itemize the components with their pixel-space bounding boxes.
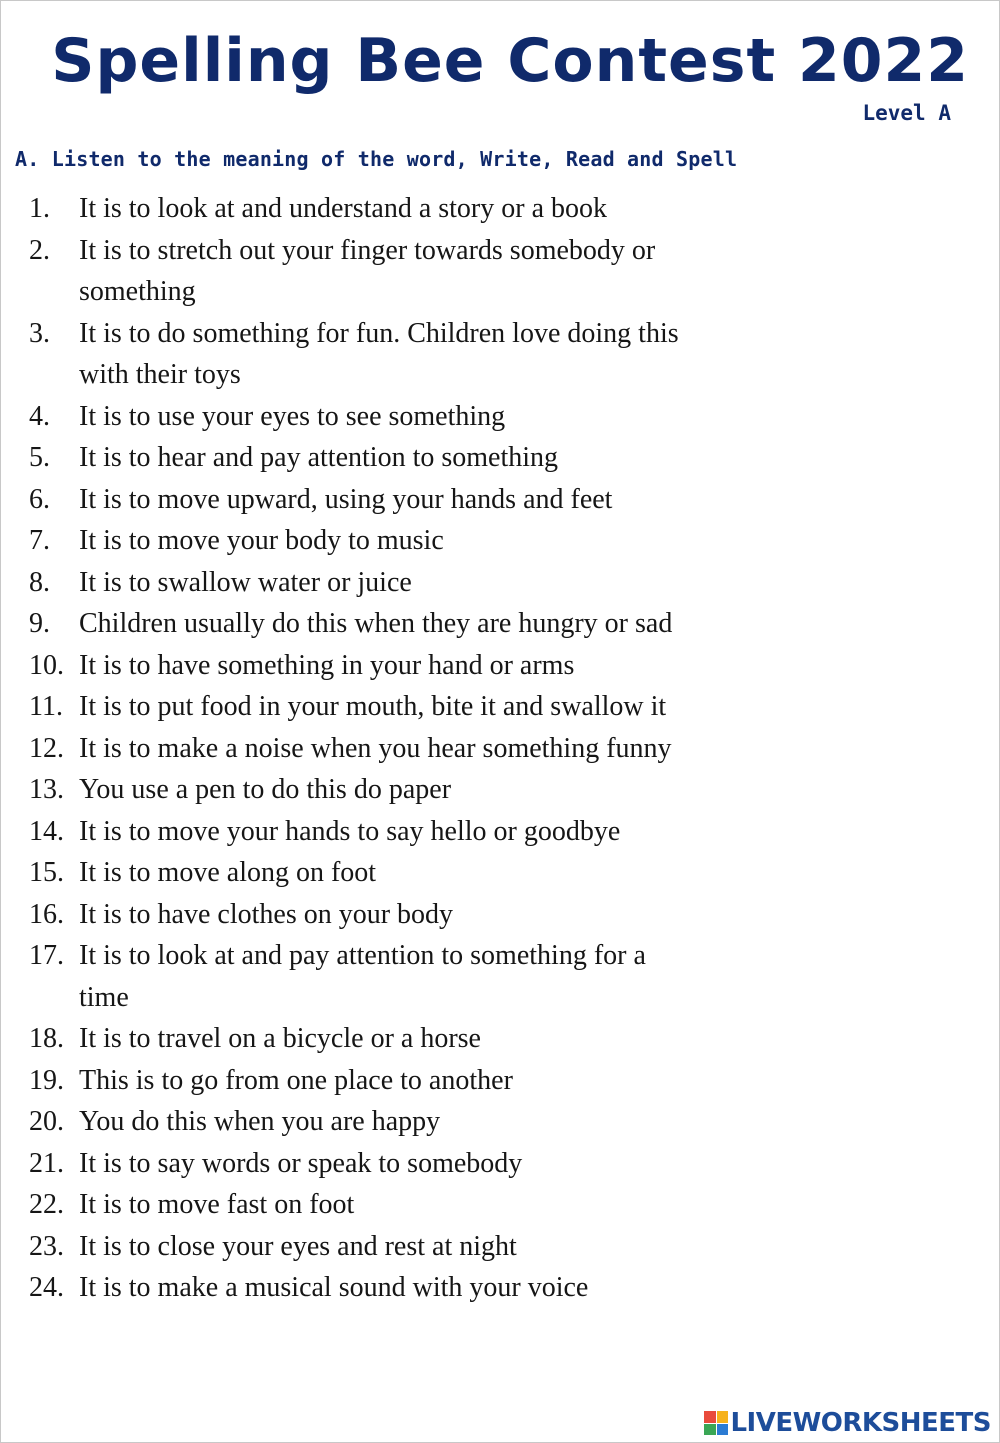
item-number: 3. (29, 317, 50, 349)
list-item (1, 313, 721, 396)
list-item (1, 686, 721, 728)
item-number: 14. (29, 815, 64, 847)
item-text: It is to move your hands to say hello or goodbye (79, 815, 621, 847)
list-item (1, 188, 721, 230)
list-item (1, 1226, 721, 1268)
item-text: It is to put food in your mouth, bite it and swallow it (79, 691, 667, 722)
item-number: 16. (29, 898, 64, 930)
item-number: 21. (29, 1147, 64, 1179)
item-text: It is to look at and pay attention to something for a time (79, 940, 646, 1013)
item-text: It is to look at and understand a story or a book (79, 193, 608, 224)
liveworksheets-logo[interactable] (704, 1408, 991, 1438)
item-text: It is to have something in your hand or arms (79, 649, 575, 681)
item-number: 1. (29, 193, 50, 224)
item-number: 24. (29, 1272, 64, 1303)
list-item (1, 1060, 721, 1102)
page-title: Spelling Bee Contest 2022 (51, 26, 969, 96)
item-number: 4. (29, 400, 50, 432)
item-text: It is to close your eyes and rest at night (79, 1230, 517, 1262)
level-label: Level A (862, 101, 951, 125)
list-item (1, 1101, 721, 1143)
list-item (1, 1184, 721, 1226)
item-text: This is to go from one place to another (79, 1064, 513, 1096)
item-text: It is to stretch out your finger towards somebody or something (79, 234, 656, 307)
item-text: It is to say words or speak to somebody (79, 1147, 523, 1179)
list-item (1, 852, 721, 894)
list-item (1, 230, 721, 313)
list-item (1, 894, 721, 936)
item-number: 7. (29, 525, 50, 556)
list-item (1, 728, 721, 770)
item-text: It is to travel on a bicycle or a horse (79, 1023, 481, 1054)
item-text: It is to move upward, using your hands and feet (79, 483, 613, 515)
logo-text: LIVEWORKSHEETS (730, 1408, 991, 1438)
item-text: You use a pen to do this do paper (79, 774, 452, 805)
list-item (1, 935, 721, 1018)
item-number: 18. (29, 1023, 64, 1054)
item-text: It is to hear and pay attention to something (79, 442, 559, 473)
item-text: Children usually do this when they are hungry or sad (79, 608, 673, 639)
list-item (1, 645, 721, 687)
item-text: It is to use your eyes to see something (79, 400, 506, 432)
list-item (1, 479, 721, 521)
list-item (1, 396, 721, 438)
list-item (1, 603, 721, 645)
list-item (1, 1267, 721, 1309)
item-number: 11. (29, 691, 63, 722)
item-text: It is to move your body to music (79, 525, 444, 556)
item-number: 5. (29, 442, 50, 473)
item-number: 2. (29, 234, 50, 266)
list-item (1, 811, 721, 853)
item-number: 13. (29, 774, 64, 805)
list-item (1, 520, 721, 562)
item-number: 8. (29, 566, 50, 598)
item-text: It is to swallow water or juice (79, 566, 412, 598)
section-instruction: A. Listen to the meaning of the word, Write, Read and Spell (15, 147, 738, 171)
item-text: It is to make a musical sound with your voice (79, 1272, 589, 1303)
list-item (1, 769, 721, 811)
list-item (1, 1018, 721, 1060)
item-number: 20. (29, 1106, 64, 1137)
logo-square (704, 1424, 716, 1436)
item-number: 15. (29, 857, 64, 888)
item-text: It is to do something for fun. Children love doing this with their toys (79, 317, 679, 390)
item-text: It is to make a noise when you hear something funny (79, 732, 672, 764)
item-number: 17. (29, 940, 64, 971)
item-number: 9. (29, 608, 50, 639)
list-item (1, 437, 721, 479)
item-number: 6. (29, 483, 50, 515)
logo-square (704, 1411, 716, 1423)
item-text: It is to have clothes on your body (79, 898, 454, 930)
list-item (1, 1143, 721, 1185)
item-text: It is to move fast on foot (79, 1189, 355, 1220)
item-number: 12. (29, 732, 64, 764)
logo-square (717, 1424, 729, 1436)
item-number: 22. (29, 1189, 64, 1220)
list-item (1, 562, 721, 604)
item-text: It is to move along on foot (79, 857, 377, 888)
logo-square (717, 1411, 729, 1423)
liveworksheets-logo-icon (704, 1411, 728, 1435)
item-text: You do this when you are happy (79, 1106, 441, 1137)
item-number: 19. (29, 1064, 64, 1096)
item-number: 23. (29, 1230, 64, 1262)
item-number: 10. (29, 649, 64, 681)
question-list (1, 188, 721, 1309)
